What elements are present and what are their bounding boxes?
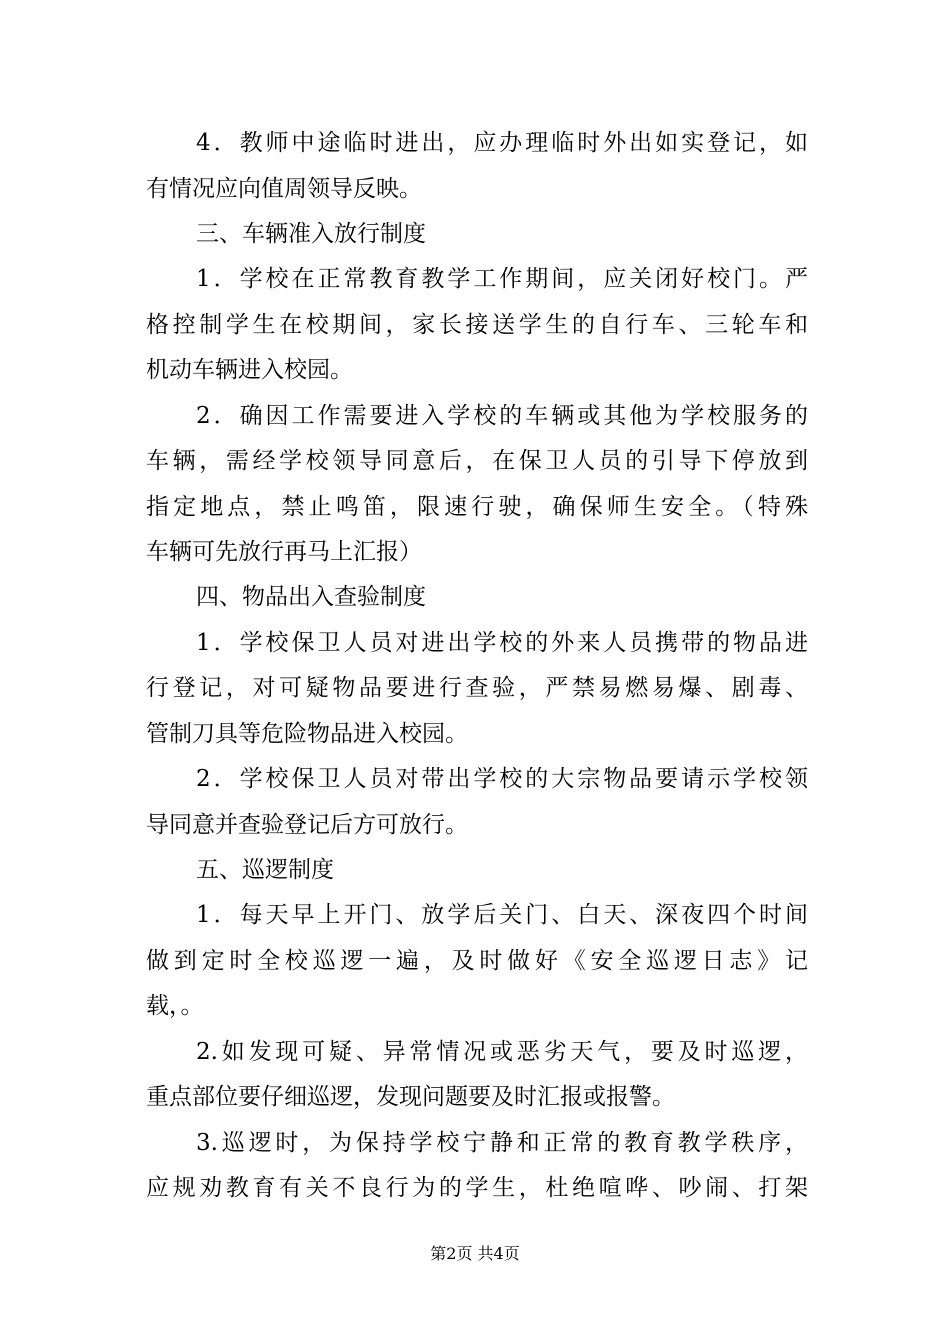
section-heading-5: 五、巡逻制度 [196,857,334,883]
items-paragraph-1-line-3: 管制刀具等危险物品进入校园。 [146,721,468,747]
patrol-paragraph-2-line-1: 2.如发现可疑、异常情况或恶劣天气，要及时巡逻， [196,1039,808,1065]
vehicle-paragraph-1-line-3: 机动车辆进入校园。 [146,357,353,383]
patrol-paragraph-1-line-2: 做到定时全校巡逻一遍，及时做好《安全巡逻日志》记 [146,948,808,974]
patrol-paragraph-1-line-1: 1．每天早上开门、放学后关门、白天、深夜四个时间 [196,902,808,928]
section-heading-3: 三、车辆准入放行制度 [196,221,426,247]
patrol-paragraph-3-line-1: 3.巡逻时，为保持学校宁静和正常的教育教学秩序， [196,1130,808,1156]
vehicle-paragraph-2-line-2: 车辆，需经学校领导同意后，在保卫人员的引导下停放到 [146,448,808,474]
patrol-paragraph-1-line-3: 载，。 [146,993,204,1019]
vehicle-paragraph-2-line-4: 车辆可先放行再马上汇报） [146,539,422,565]
vehicle-paragraph-2-line-3: 指定地点，禁止鸣笛，限速行驶，确保师生安全。（特殊 [146,494,808,520]
items-paragraph-2-line-2: 导同意并查验登记后方可放行。 [146,812,468,838]
patrol-paragraph-3-line-2: 应规劝教育有关不良行为的学生，杜绝喧哗、吵闹、打架 [146,1175,808,1201]
items-paragraph-1-line-2: 行登记，对可疑物品要进行查验，严禁易燃易爆、剧毒、 [146,675,808,701]
page-number-footer: 第2页 共4页 [430,1244,520,1263]
paragraph-4-line-1: 4．教师中途临时进出，应办理临时外出如实登记，如 [196,130,808,156]
section-heading-4: 四、物品出入查验制度 [196,584,426,610]
vehicle-paragraph-2-line-1: 2．确因工作需要进入学校的车辆或其他为学校服务的 [196,403,808,429]
vehicle-paragraph-1-line-1: 1．学校在正常教育教学工作期间，应关闭好校门。严 [196,266,808,292]
patrol-paragraph-2-line-2: 重点部位要仔细巡逻，发现问题要及时汇报或报警。 [146,1084,675,1110]
vehicle-paragraph-1-line-2: 格控制学生在校期间，家长接送学生的自行车、三轮车和 [146,312,808,338]
paragraph-4-line-2: 有情况应向值周领导反映。 [146,176,422,202]
items-paragraph-2-line-1: 2．学校保卫人员对带出学校的大宗物品要请示学校领 [196,766,808,792]
items-paragraph-1-line-1: 1．学校保卫人员对进出学校的外来人员携带的物品进 [196,630,808,656]
